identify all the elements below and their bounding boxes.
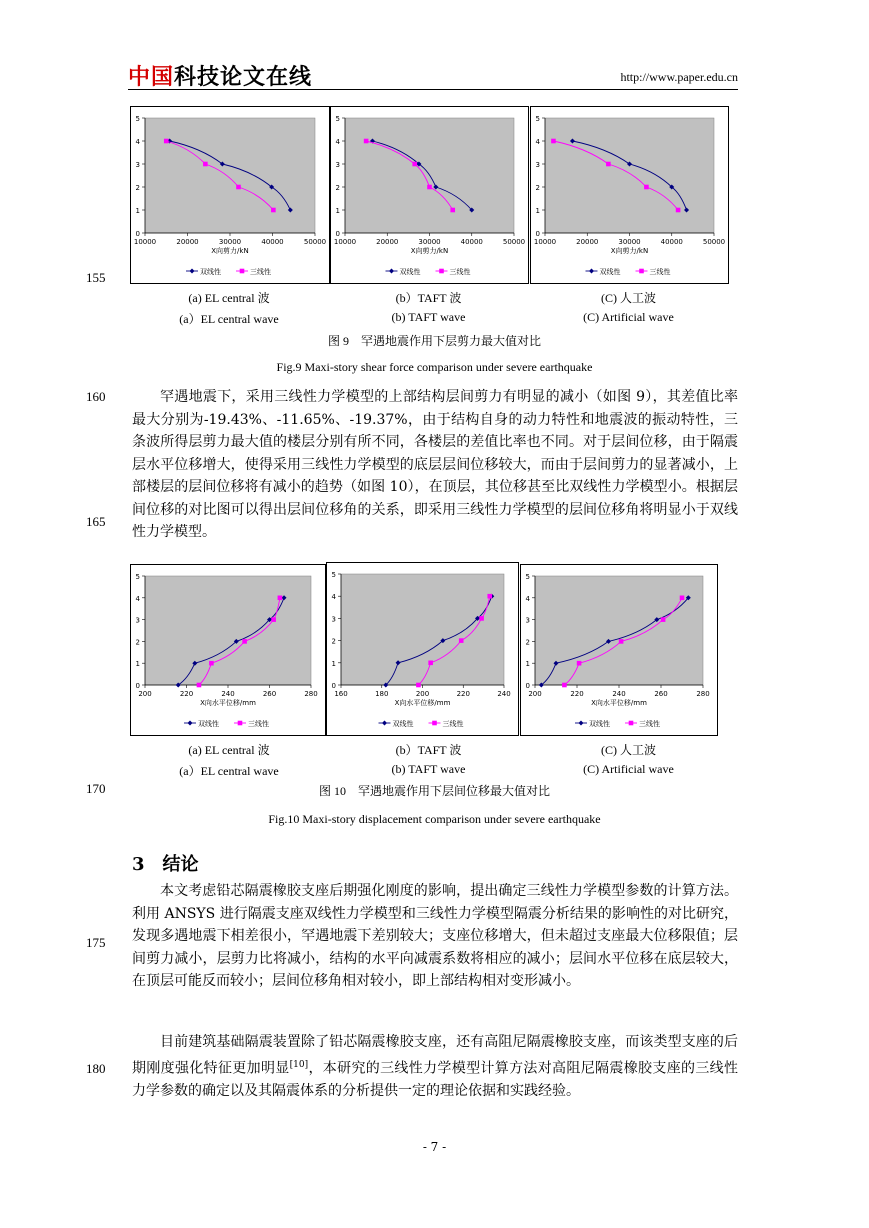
x-axis-label: X向水平位移/mm xyxy=(200,699,256,707)
data-point-square xyxy=(562,683,567,688)
data-point-square xyxy=(412,162,417,167)
x-tick-label: 40000 xyxy=(261,238,284,246)
legend-marker xyxy=(629,721,634,726)
legend-label: 双线性 xyxy=(399,268,421,276)
logo-text: 科技论文在线 xyxy=(174,65,313,90)
fig10-subcaption-en-a: (a）EL central wave xyxy=(179,764,279,778)
data-point-square xyxy=(209,661,214,666)
y-tick-label: 0 xyxy=(331,682,336,690)
fig9-subcaption-en-a: (a）EL central wave xyxy=(179,312,279,326)
legend-marker xyxy=(190,269,195,274)
fig9-chart-el-central xyxy=(130,106,330,284)
y-tick-label: 4 xyxy=(525,594,530,603)
line-number: 180 xyxy=(86,1061,106,1076)
x-tick-label: 160 xyxy=(334,690,348,698)
data-point-square xyxy=(242,639,247,644)
data-point-square xyxy=(487,594,492,599)
x-tick-label: 180 xyxy=(375,690,389,698)
fig9-subcaption-cn-b: (b）TAFT 波 xyxy=(395,291,462,305)
line-number: 155 xyxy=(86,270,106,285)
y-tick-label: 5 xyxy=(331,571,336,579)
y-tick-label: 3 xyxy=(335,161,340,169)
data-point-square xyxy=(680,596,685,601)
y-tick-label: 1 xyxy=(331,659,336,668)
logo-red-part: 中国 xyxy=(128,65,175,90)
header-url[interactable]: http://www.paper.edu.cn xyxy=(620,70,738,84)
y-tick-label: 1 xyxy=(335,207,340,215)
y-tick-label: 0 xyxy=(135,230,140,238)
x-tick-label: 30000 xyxy=(218,238,242,246)
x-axis-label: X向剪力/kN xyxy=(410,247,449,255)
x-tick-label: 30000 xyxy=(418,238,441,246)
x-tick-label: 260 xyxy=(262,690,277,698)
data-point-square xyxy=(479,616,484,621)
body-paragraph-3 xyxy=(132,1031,738,1102)
fig9-chart-artificial xyxy=(530,106,729,284)
y-tick-label: 2 xyxy=(535,184,540,192)
x-tick-label: 10000 xyxy=(533,238,557,246)
y-tick-label: 3 xyxy=(135,161,140,169)
x-tick-label: 200 xyxy=(138,690,152,698)
paragraph-text-part: 目前建筑基础隔震装置除了铅芯隔震橡胶支座，还有高阻尼隔震橡胶支座，而该类型支座的后期刚度强化特征更加明显 xyxy=(132,1034,738,1077)
x-tick-label: 50000 xyxy=(502,238,526,246)
citation-ref[interactable]: [10] xyxy=(289,1059,309,1070)
y-tick-label: 1 xyxy=(535,207,540,215)
fig9-subcaption-en-c: (C) Artificial wave xyxy=(583,310,674,324)
y-tick-label: 0 xyxy=(525,682,530,690)
fig10-subcaption-en-b: (b) TAFT wave xyxy=(391,762,466,776)
fig9-caption-en: Fig.9 Maxi-story shear force comparison under severe earthquake xyxy=(276,360,593,374)
fig9-subcaption-cn-c: (C) 人工波 xyxy=(601,291,656,305)
fig10-subcaption-cn-b: (b）TAFT 波 xyxy=(395,743,462,757)
x-tick-label: 10000 xyxy=(333,238,357,246)
y-tick-label: 5 xyxy=(135,115,140,123)
x-tick-label: 50000 xyxy=(303,238,327,246)
plot-area xyxy=(145,118,315,233)
y-tick-label: 0 xyxy=(335,230,340,238)
y-tick-label: 2 xyxy=(525,638,530,647)
plot-area xyxy=(545,118,714,233)
y-tick-label: 3 xyxy=(135,616,140,625)
x-tick-label: 200 xyxy=(528,690,542,698)
data-point-square xyxy=(676,208,681,213)
x-tick-label: 200 xyxy=(415,690,430,698)
x-tick-label: 240 xyxy=(221,690,235,698)
plot-area xyxy=(145,576,311,685)
x-tick-label: 40000 xyxy=(460,238,483,246)
y-tick-label: 1 xyxy=(135,207,140,215)
data-point-square xyxy=(278,596,283,601)
fig10-chart-taft xyxy=(326,562,519,736)
y-tick-label: 2 xyxy=(331,637,336,646)
legend-marker xyxy=(639,269,644,274)
y-tick-label: 2 xyxy=(335,184,340,192)
data-point-square xyxy=(577,661,582,666)
fig10-caption-cn: 图 10 罕遇地震作用下层间位移最大值对比 xyxy=(318,784,550,798)
y-tick-label: 4 xyxy=(135,594,140,603)
page-number: - 7 - xyxy=(422,1140,447,1154)
legend-label: 三线性 xyxy=(250,268,271,276)
data-point-square xyxy=(619,639,624,644)
y-tick-label: 4 xyxy=(335,138,340,146)
x-tick-label: 20000 xyxy=(176,238,199,246)
x-tick-label: 240 xyxy=(497,690,511,698)
paragraph-text-part: ，本研究的三线性力学模型计算方法对高阻尼隔震橡胶支座的三线性力学参数的确定以及其隔震体系的分析提供一定的理论依据和实践经验。 xyxy=(132,1060,739,1099)
data-point-square xyxy=(427,185,432,190)
data-point-square xyxy=(459,638,464,643)
y-tick-label: 5 xyxy=(535,115,540,123)
fig10-caption-en: Fig.10 Maxi-story displacement comparison under severe earthquake xyxy=(268,812,601,826)
data-point-square xyxy=(661,617,666,622)
x-tick-label: 240 xyxy=(612,690,626,698)
legend-marker xyxy=(389,269,394,274)
data-point-square xyxy=(236,185,241,190)
x-tick-label: 50000 xyxy=(702,238,726,246)
y-tick-label: 2 xyxy=(135,184,140,192)
line-number: 165 xyxy=(86,514,106,529)
data-point-square xyxy=(271,617,276,622)
x-tick-label: 220 xyxy=(179,690,194,698)
data-point-square xyxy=(428,661,433,666)
y-tick-label: 1 xyxy=(525,660,530,669)
legend-label: 三线性 xyxy=(442,720,464,728)
y-tick-label: 5 xyxy=(135,573,140,581)
x-tick-label: 20000 xyxy=(576,238,599,246)
y-tick-label: 3 xyxy=(525,616,530,625)
fig10-subcaption-en-c: (C) Artificial wave xyxy=(583,762,674,776)
x-tick-label: 40000 xyxy=(660,238,683,246)
y-tick-label: 2 xyxy=(135,638,140,647)
legend-marker xyxy=(240,269,245,274)
legend-marker xyxy=(589,269,594,274)
legend-label: 双线性 xyxy=(589,720,610,728)
y-tick-label: 4 xyxy=(135,138,140,146)
legend-label: 三线性 xyxy=(449,268,471,276)
data-point-square xyxy=(364,139,369,144)
data-point-square xyxy=(644,185,649,190)
fig9-caption-cn: 图 9 罕遇地震作用下层剪力最大值对比 xyxy=(327,334,541,348)
fig10-chart-el-central xyxy=(130,564,326,736)
legend-label: 双线性 xyxy=(198,720,219,728)
y-tick-label: 4 xyxy=(331,593,336,602)
line-number: 170 xyxy=(86,781,106,796)
legend-label: 双线性 xyxy=(200,268,221,276)
x-axis-label: X向水平位移/mm xyxy=(591,699,647,707)
x-tick-label: 280 xyxy=(696,690,710,698)
x-tick-label: 10000 xyxy=(133,238,157,246)
y-tick-label: 5 xyxy=(335,115,340,123)
line-number: 175 xyxy=(86,935,106,950)
section-title: 3 结论 xyxy=(132,854,199,875)
line-number: 160 xyxy=(86,389,106,404)
legend-marker xyxy=(382,721,387,726)
legend-label: 双线性 xyxy=(599,268,621,276)
fig10-subcaption-cn-c: (C) 人工波 xyxy=(601,743,656,757)
data-point-square xyxy=(450,208,455,213)
x-tick-label: 20000 xyxy=(376,238,399,246)
fig9-subcaption-en-b: (b) TAFT wave xyxy=(391,310,466,324)
paragraph-text xyxy=(132,1031,738,1102)
data-point-square xyxy=(197,683,202,688)
data-point-square xyxy=(551,139,556,144)
paragraph-text: 罕遇地震下，采用三线性力学模型的上部结构层间剪力有明显的减小（如图 9），其差值比率最大分别为-19.43%、-11.65%、-19.37%，由于结构自身的动力特性和地震波的振动特性，三条波所得层剪力最大值的楼层分别有所不同，各楼层的差值比率也不同。对于层间位移，由于隔震层水平位移增大，使得采用三线性力学模型的底层层间位移较大，而由于层间剪力的显著减小，上部楼层的层间位移将有减小的趋势（如图 10），在顶层，其位移甚至比双线性力学模型小。根据层间位移的对比图可以得出层间位移角的关系，即采用三线性力学模型的层间位移角将明显小于双线性力学模型。 xyxy=(132,389,738,540)
y-tick-label: 0 xyxy=(535,230,540,238)
x-axis-label: X向剪力/kN xyxy=(211,247,249,255)
fig10-subcaption-cn-a: (a) EL central 波 xyxy=(188,743,270,757)
x-tick-label: 220 xyxy=(456,690,470,698)
x-tick-label: 280 xyxy=(304,690,318,698)
journal-logo xyxy=(128,60,312,91)
body-paragraph-2 xyxy=(132,880,738,993)
plot-area xyxy=(341,574,504,685)
legend-marker xyxy=(188,721,193,726)
paragraph-text: 本文考虑铅芯隔震橡胶支座后期强化刚度的影响，提出确定三线性力学模型参数的计算方法。利用 ANSYS 进行隔震支座双线性力学模型和三线性力学模型隔震分析结果的影响性的对比研究，发现多遇地震下相差很小，罕遇地震下差别较大；支座位移增大，但未超过支座最大位移限值；层间剪力减小，层剪力比将减小，结构的水平向减震系数将相应的减小；层间水平位移在底层较大，在顶层可能反而较小；层间位移角相对较小，即上部结构相对变形减小。 xyxy=(132,883,738,989)
x-tick-label: 220 xyxy=(570,690,584,698)
y-tick-label: 0 xyxy=(135,682,140,690)
legend-marker xyxy=(238,721,243,726)
legend-label: 三线性 xyxy=(248,720,269,728)
x-axis-label: X向水平位移/mm xyxy=(394,699,451,707)
legend-label: 三线性 xyxy=(649,268,671,276)
fig9-chart-taft xyxy=(330,106,529,284)
data-point-square xyxy=(606,162,611,167)
legend-marker xyxy=(579,721,584,726)
data-point-square xyxy=(203,162,208,167)
y-tick-label: 3 xyxy=(535,161,540,169)
y-tick-label: 4 xyxy=(535,138,540,146)
body-paragraph-1 xyxy=(132,386,738,544)
data-point-square xyxy=(164,139,169,144)
x-tick-label: 260 xyxy=(654,690,668,698)
fig10-chart-artificial xyxy=(520,564,718,736)
x-axis-label: X向剪力/kN xyxy=(610,247,649,255)
fig9-subcaption-cn-a: (a) EL central 波 xyxy=(188,291,270,305)
legend-label: 双线性 xyxy=(392,720,414,728)
y-tick-label: 5 xyxy=(525,573,530,581)
legend-label: 三线性 xyxy=(639,720,660,728)
header-rule xyxy=(128,89,738,90)
y-tick-label: 1 xyxy=(135,660,140,669)
x-tick-label: 30000 xyxy=(618,238,641,246)
legend-marker xyxy=(432,721,437,726)
data-point-square xyxy=(271,208,276,213)
legend-marker xyxy=(439,269,444,274)
data-point-square xyxy=(416,683,421,688)
plot-area xyxy=(535,576,703,685)
y-tick-label: 3 xyxy=(331,615,336,624)
